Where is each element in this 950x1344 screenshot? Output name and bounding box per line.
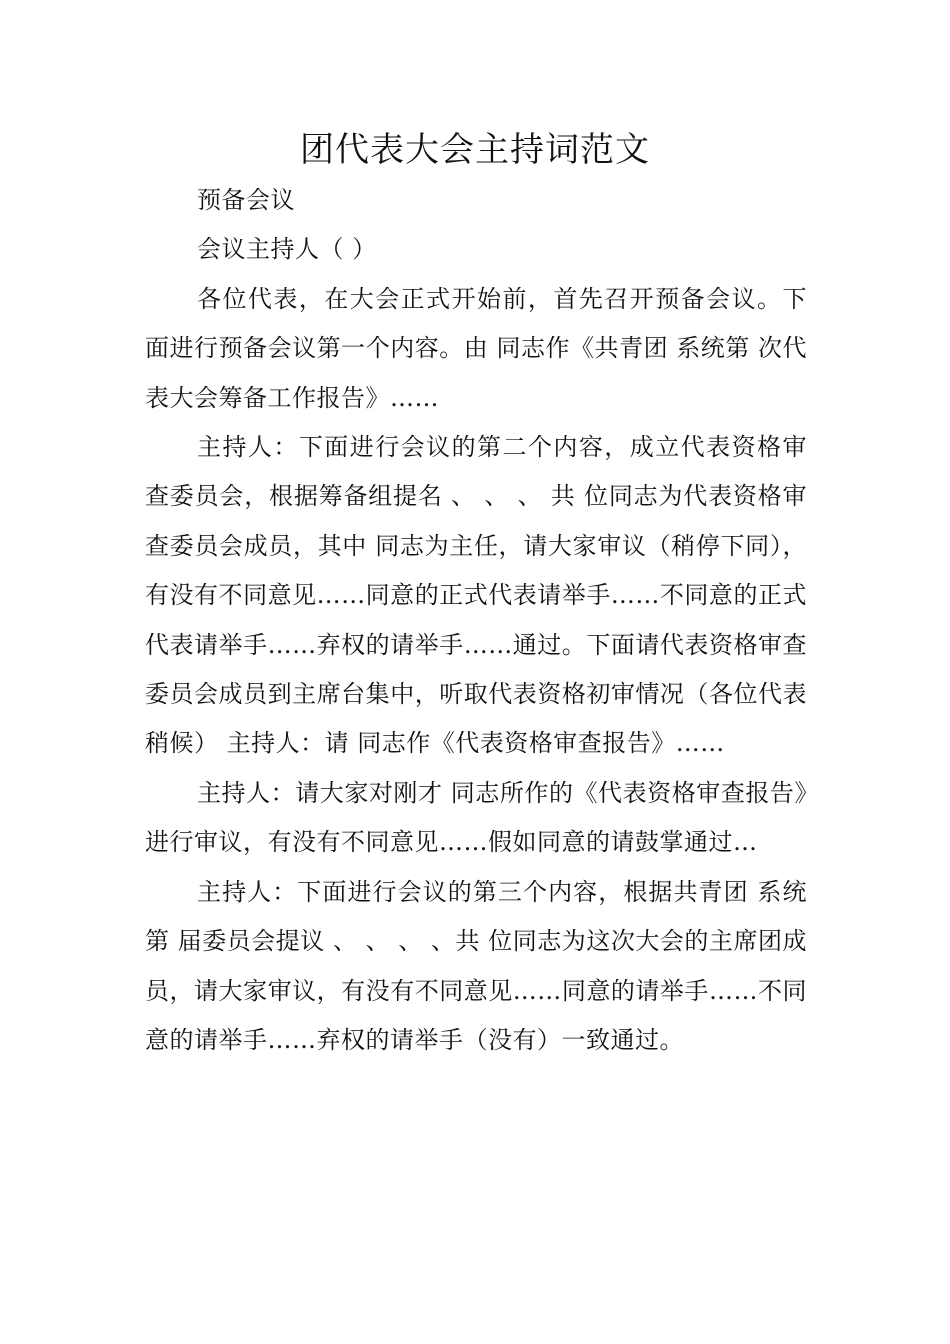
paragraph-presidium: 主持人：下面进行会议的第三个内容，根据共青团 系统第 届委员会提议 、 、 、 、共 位同志为这次大会的主席团成员，请大家审议，有没有不同意见……同意的请举手……不同意的请举手……弃权的请举手（没有）一致通过。 <box>145 877 807 1054</box>
paragraph-credentials-committee: 主持人：下面进行会议的第二个内容，成立代表资格审查委员会，根据筹备组提名 、 、 、 共 位同志为代表资格审查委员会成员，其中 同志为主任，请大家审议（稍停下同），有没有不同意见……同意的正式代表请举手……不同意的正式代表请举手……弃权的请举手……通过。下面请代表资格审查委员会成员到主席台集中，听取代表资格初审情况（各位代表稍候） 主持人：请 同志作《代表资格审查报告》…… <box>145 433 807 758</box>
paragraph-meeting-host: 会议主持人（ ） <box>197 235 377 264</box>
document-body <box>145 176 807 1065</box>
document-title: 团代表大会主持词范文 <box>300 130 650 170</box>
paragraph-preparatory-meeting: 预备会议 <box>197 186 295 214</box>
paragraph-credentials-report: 主持人：请大家对刚才 同志所作的《代表资格审查报告》进行审议，有没有不同意见……假如同意的请鼓掌通过… <box>145 778 807 857</box>
paragraph-opening: 各位代表，在大会正式开始前，首先召开预备会议。下面进行预备会议第一个内容。由 同志作《共青团 系统第 次代表大会筹备工作报告》…… <box>145 284 807 412</box>
